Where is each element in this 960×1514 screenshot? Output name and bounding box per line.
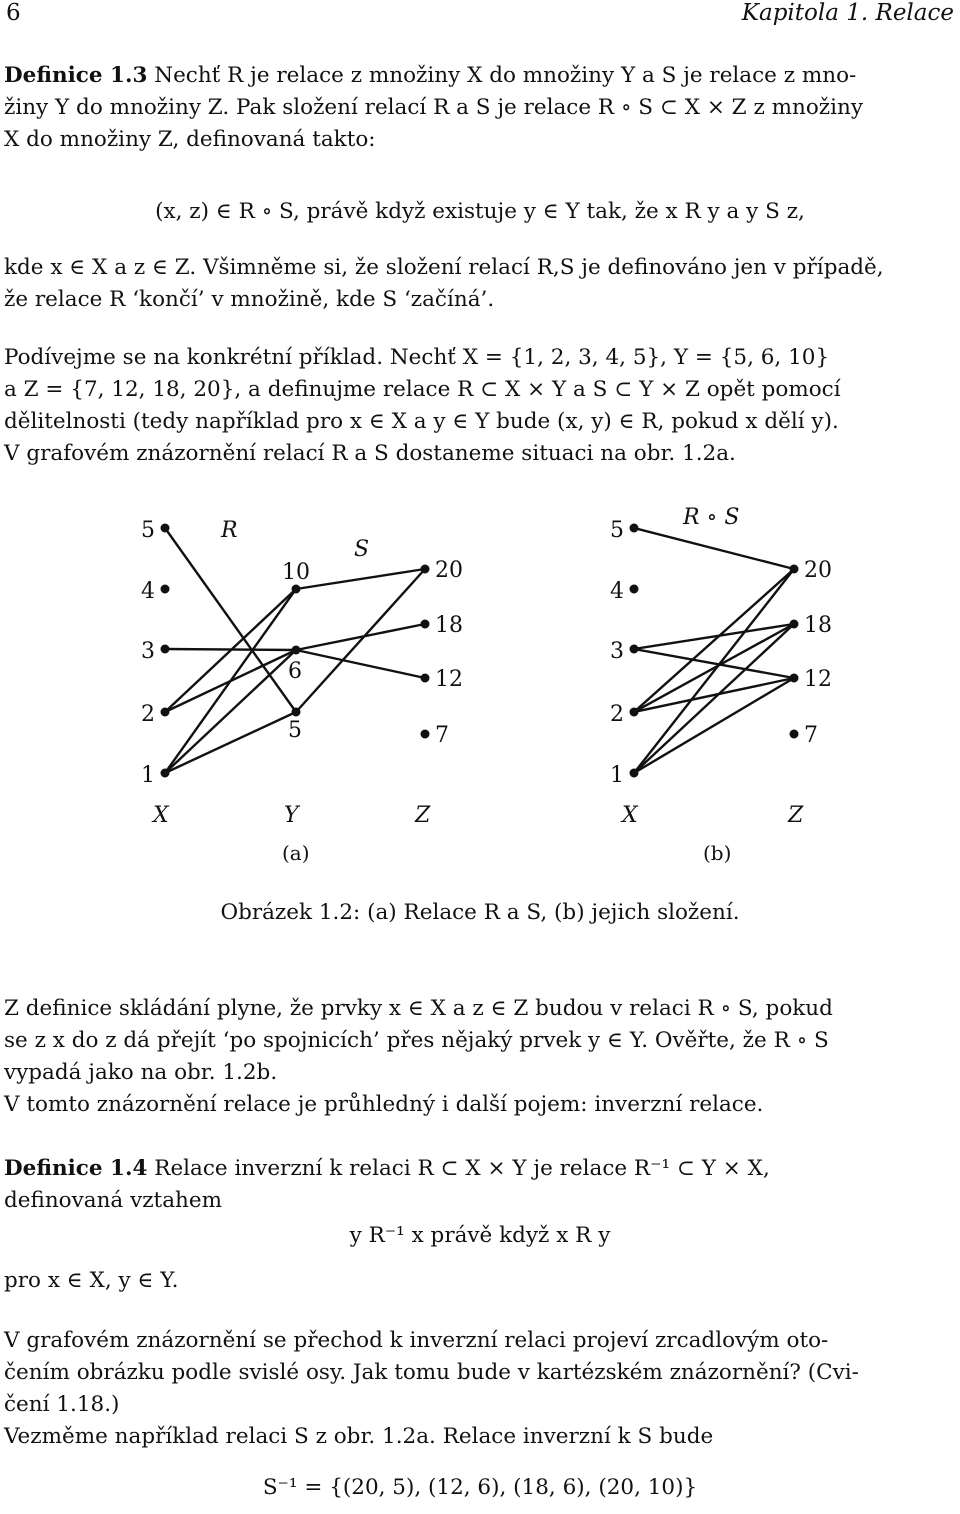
label-x-4: 4 — [141, 579, 155, 604]
figure-caption: Obrázek 1.2: (a) Relace R a S, (b) jejich složení. — [220, 900, 740, 925]
label-b-z-12: 12 — [804, 667, 832, 692]
sublabel-b: (b) — [703, 841, 732, 865]
label-z-12: 12 — [435, 667, 463, 692]
figure-b-edges — [634, 528, 794, 773]
edge-r-1-6 — [165, 650, 296, 773]
example-line-4: V grafovém znázornění relací R a S dostaneme situaci na obr. 1.2a. — [4, 441, 736, 466]
node-z-18 — [421, 620, 430, 629]
definition-1-4 — [4, 1153, 956, 1217]
label-b-z-7: 7 — [804, 723, 818, 748]
label-relation-r: R — [221, 518, 238, 543]
label-b-z-20: 20 — [804, 558, 832, 583]
composition-line-1: Z definice skládání plyne, že prvky x ∈ X a z ∈ Z budou v relaci R ∘ S, pokud — [4, 996, 833, 1021]
definition-text: Nechť R je relace z množiny X do množiny Y a S je relace z mno- — [147, 63, 857, 88]
example-line-1: Podívejme se na konkrétní příklad. Nechť X = {1, 2, 3, 4, 5}, Y = {5, 6, 10} — [4, 345, 830, 370]
final-paragraph — [4, 1325, 956, 1453]
edge-r-5-5 — [165, 528, 296, 712]
label-b-x-5: 5 — [610, 518, 624, 543]
node-b-z-18 — [790, 620, 799, 629]
remark-line-2: že relace R ‘končí’ v množině, kde S ‘začíná’. — [4, 287, 495, 312]
final-line-1: V grafovém znázornění se přechod k inverzní relaci projeví zrcadlovým oto- — [4, 1328, 829, 1353]
definition-1-3-remark — [4, 252, 956, 316]
final-line-4: Vezměme například relaci S z obr. 1.2a. Relace inverzní k S bude — [4, 1424, 714, 1449]
running-header — [0, 0, 960, 32]
definition-1-3-line-1 — [4, 60, 956, 92]
inverse-formula: y R⁻¹ x právě když x R y — [349, 1223, 611, 1248]
edge-rs-2-20 — [634, 569, 794, 712]
final-line-3: čení 1.18.) — [4, 1392, 120, 1417]
node-b-x-4 — [630, 585, 639, 594]
node-x-5 — [161, 524, 170, 533]
node-z-7 — [421, 730, 430, 739]
label-b-set-x: X — [622, 803, 638, 828]
running-title: Kapitola 1. Relace — [741, 0, 954, 26]
label-b-z-18: 18 — [804, 613, 832, 638]
figure-1-2 — [0, 490, 960, 940]
definition-1-3-line-3: X do množiny Z, definovaná takto: — [4, 127, 376, 152]
label-y-5: 5 — [288, 718, 302, 743]
label-b-x-1: 1 — [610, 763, 624, 788]
definition-1-4-scope: pro x ∈ X, y ∈ Y. — [4, 1268, 179, 1293]
label-x-1: 1 — [141, 763, 155, 788]
label-b-set-z: Z — [788, 803, 804, 828]
node-b-x-2 — [630, 708, 639, 717]
node-b-z-7 — [790, 730, 799, 739]
definition-1-4-text: Relace inverzní k relaci R ⊂ X × Y je relace R⁻¹ ⊂ Y × X, — [147, 1156, 770, 1181]
edge-s-6-12 — [296, 650, 425, 678]
label-set-y: Y — [284, 803, 299, 828]
example-line-3: dělitelnosti (tedy například pro x ∈ X a y ∈ Y bude (x, y) ∈ R, pokud x dělí y). — [4, 409, 839, 434]
label-x-3: 3 — [141, 639, 155, 664]
composition-line-2: se z x do z dá přejít ‘po spojnicích’ přes nějaký prvek y ∈ Y. Ověřte, že R ∘ S — [4, 1028, 829, 1053]
edge-rs-1-20 — [634, 569, 794, 773]
definition-1-3-label: Definice 1.3 — [4, 63, 148, 88]
edge-rs-1-12 — [634, 678, 794, 773]
label-y-10: 10 — [282, 560, 310, 585]
label-composition: R ∘ S — [683, 505, 740, 530]
definition-1-3-line-2: žiny Y do množiny Z. Pak složení relací R a S je relace R ∘ S ⊂ X × Z z množiny — [4, 95, 863, 120]
definition-1-4-line-2: definovaná vztahem — [4, 1188, 222, 1213]
edge-r-1-5 — [165, 712, 296, 773]
label-set-x: X — [153, 803, 169, 828]
definition-1-4-label: Definice 1.4 — [4, 1156, 148, 1181]
label-z-7: 7 — [435, 723, 449, 748]
label-b-x-3: 3 — [610, 639, 624, 664]
composition-line-3: vypadá jako na obr. 1.2b. — [4, 1060, 278, 1085]
node-x-1 — [161, 769, 170, 778]
node-b-z-12 — [790, 674, 799, 683]
edge-rs-5-20 — [634, 528, 794, 569]
node-y-6 — [292, 646, 301, 655]
example-paragraph — [4, 342, 956, 470]
label-y-6: 6 — [288, 659, 302, 684]
example-line-2: a Z = {7, 12, 18, 20}, a definujme relace R ⊂ X × Y a S ⊂ Y × Z opět pomocí — [4, 377, 841, 402]
remark-line-1: kde x ∈ X a z ∈ Z. Všimněme si, že složení relací R,S je definováno jen v případě, — [4, 255, 884, 280]
composition-paragraph — [4, 993, 956, 1121]
label-z-18: 18 — [435, 613, 463, 638]
label-relation-s: S — [354, 537, 370, 562]
label-x-2: 2 — [141, 702, 155, 727]
definition-1-4-line-1 — [4, 1153, 956, 1185]
edge-rs-2-12 — [634, 678, 794, 712]
node-b-z-20 — [790, 565, 799, 574]
node-b-x-1 — [630, 769, 639, 778]
sublabel-a: (a) — [282, 841, 310, 865]
node-z-12 — [421, 674, 430, 683]
node-y-5 — [292, 708, 301, 717]
edge-rs-3-12 — [634, 649, 794, 678]
label-b-x-2: 2 — [610, 702, 624, 727]
edge-s-10-20 — [296, 569, 425, 589]
figure-b-labels — [610, 505, 832, 865]
label-set-z: Z — [415, 803, 431, 828]
definition-1-3 — [4, 60, 956, 156]
label-b-x-4: 4 — [610, 579, 624, 604]
label-z-20: 20 — [435, 558, 463, 583]
node-b-x-3 — [630, 645, 639, 654]
inverse-s-formula: S⁻¹ = {(20, 5), (12, 6), (18, 6), (20, 10)} — [262, 1475, 698, 1500]
edge-r-1-10 — [165, 589, 296, 773]
node-x-4 — [161, 585, 170, 594]
edge-s-6-18 — [296, 624, 425, 650]
node-y-10 — [292, 585, 301, 594]
final-line-2: čením obrázku podle svislé osy. Jak tomu bude v kartézském znázornění? (Cvi- — [4, 1360, 859, 1385]
node-b-x-5 — [630, 524, 639, 533]
page-number: 6 — [6, 0, 21, 26]
composition-formula: (x, z) ∈ R ∘ S, právě když existuje y ∈ Y tak, že x R y a y S z, — [155, 199, 805, 224]
node-x-3 — [161, 645, 170, 654]
node-x-2 — [161, 708, 170, 717]
figure-b-nodes — [630, 524, 799, 778]
edge-s-5-20 — [296, 569, 425, 712]
label-x-5: 5 — [141, 518, 155, 543]
composition-line-4: V tomto znázornění relace je průhledný i další pojem: inverzní relace. — [4, 1092, 764, 1117]
node-z-20 — [421, 565, 430, 574]
